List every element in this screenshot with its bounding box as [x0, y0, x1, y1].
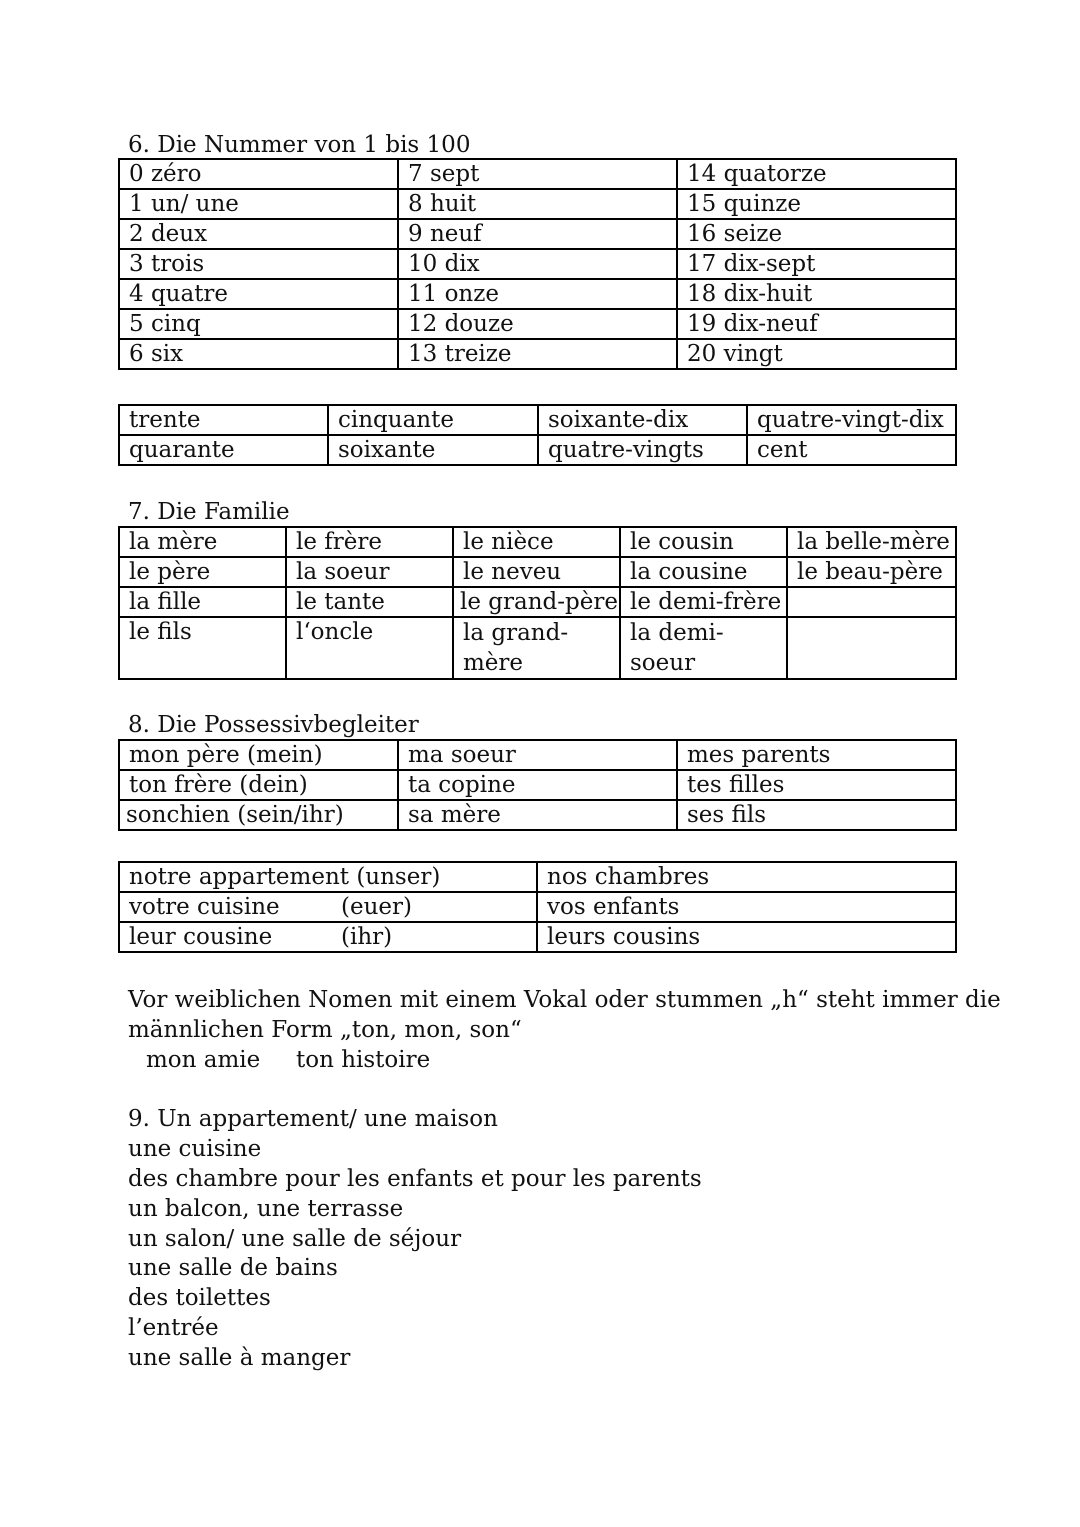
table-row [119, 617, 956, 679]
rule-text-line1: Vor weiblichen Nomen mit einem Vokal oder stummen „h“ steht immer die [128, 987, 1001, 1013]
list-item: une salle de bains [128, 1255, 338, 1281]
table-cell: le nièce [453, 527, 620, 557]
table-cell: le père [119, 557, 286, 587]
table-cell: 14 quatorze [677, 159, 956, 189]
table-cell: 17 dix-sept [677, 249, 956, 279]
table-cell: notre appartement (unser) [119, 862, 537, 892]
table-cell: le neveu [453, 557, 620, 587]
table-cell: 6 six [119, 339, 398, 369]
table-cell: le fils [119, 617, 286, 679]
table-cell: 2 deux [119, 219, 398, 249]
table-cell: 11 onze [398, 279, 677, 309]
table-cell: vos enfants [537, 892, 956, 922]
family-table [118, 526, 957, 680]
table-cell: le cousin [620, 527, 787, 557]
table-cell: la fille [119, 587, 286, 617]
table-cell: 8 huit [398, 189, 677, 219]
table-cell: 9 neuf [398, 219, 677, 249]
table-cell: leurs cousins [537, 922, 956, 952]
table-row [119, 309, 956, 339]
table-cell: mes parents [677, 740, 956, 770]
table-cell: ma soeur [398, 740, 677, 770]
table-row [119, 892, 956, 922]
table-cell [119, 922, 537, 952]
table-cell: ton frère (dein) [119, 770, 398, 800]
cell-word: leur cousine [129, 924, 273, 950]
table-cell: 4 quatre [119, 279, 398, 309]
table-cell: le beau-père [787, 557, 956, 587]
table-cell: 0 zéro [119, 159, 398, 189]
table-cell: quatre-vingts [538, 435, 747, 465]
rule-text-line2: männlichen Form „ton, mon, son“ [128, 1017, 522, 1043]
list-item: un salon/ une salle de séjour [128, 1226, 462, 1252]
table-cell: 19 dix-neuf [677, 309, 956, 339]
table-row [119, 219, 956, 249]
table-cell: 13 treize [398, 339, 677, 369]
table-cell: la demi-soeur [620, 617, 787, 679]
table-cell: quatre-vingt-dix [747, 405, 956, 435]
example-ton-histoire: ton histoire [296, 1047, 431, 1073]
list-item: un balcon, une terrasse [128, 1196, 404, 1222]
table-cell: 3 trois [119, 249, 398, 279]
table-cell: l‘oncle [286, 617, 453, 679]
possessive-singular-table [118, 739, 957, 831]
table-cell: 7 sept [398, 159, 677, 189]
section6-heading: 6. Die Nummer von 1 bis 100 [128, 132, 471, 158]
table-cell: 12 douze [398, 309, 677, 339]
cell-translation: (euer) [341, 894, 412, 920]
table-cell: 10 dix [398, 249, 677, 279]
table-cell: tes filles [677, 770, 956, 800]
table-row [119, 279, 956, 309]
table-cell: le grand-père [453, 587, 620, 617]
list-item: des toilettes [128, 1285, 271, 1311]
table-cell: sonchien (sein/ihr) [119, 800, 398, 830]
table-row [119, 189, 956, 219]
table-row [119, 435, 956, 465]
table-cell [119, 892, 537, 922]
table-row [119, 159, 956, 189]
table-row [119, 249, 956, 279]
table-cell [787, 617, 956, 679]
numbers-table [118, 158, 957, 370]
section8-heading: 8. Die Possessivbegleiter [128, 712, 419, 738]
table-cell: quarante [119, 435, 328, 465]
table-row [119, 587, 956, 617]
table-cell: la belle-mère [787, 527, 956, 557]
table-row [119, 405, 956, 435]
table-row [119, 770, 956, 800]
cell-word: votre cuisine [129, 894, 280, 920]
list-item: l’entrée [128, 1315, 219, 1341]
table-row [119, 800, 956, 830]
table-cell: le tante [286, 587, 453, 617]
table-cell: 15 quinze [677, 189, 956, 219]
table-cell: la mère [119, 527, 286, 557]
cell-translation: (ihr) [341, 924, 393, 950]
table-cell: la soeur [286, 557, 453, 587]
table-cell: soixante [328, 435, 538, 465]
table-cell: la cousine [620, 557, 787, 587]
table-cell: la grand-mère [453, 617, 620, 679]
table-cell: le demi-frère [620, 587, 787, 617]
table-cell: 1 un/ une [119, 189, 398, 219]
list-item: des chambre pour les enfants et pour les parents [128, 1166, 702, 1192]
table-cell: 16 seize [677, 219, 956, 249]
table-cell: le frère [286, 527, 453, 557]
table-cell: cinquante [328, 405, 538, 435]
table-cell: ses fils [677, 800, 956, 830]
section7-heading: 7. Die Familie [128, 499, 290, 525]
table-row [119, 740, 956, 770]
table-cell: mon père (mein) [119, 740, 398, 770]
table-row [119, 922, 956, 952]
tens-table [118, 404, 957, 466]
table-row [119, 862, 956, 892]
example-mon-amie: mon amie [146, 1047, 261, 1073]
table-cell: cent [747, 435, 956, 465]
table-cell: soixante-dix [538, 405, 747, 435]
table-cell: 5 cinq [119, 309, 398, 339]
table-cell: 18 dix-huit [677, 279, 956, 309]
list-item: une salle à manger [128, 1345, 351, 1371]
list-item: une cuisine [128, 1136, 262, 1162]
table-cell: ta copine [398, 770, 677, 800]
table-cell: trente [119, 405, 328, 435]
possessive-plural-table [118, 861, 957, 953]
section9-heading: 9. Un appartement/ une maison [128, 1106, 498, 1132]
table-cell: sa mère [398, 800, 677, 830]
table-row [119, 527, 956, 557]
table-row [119, 557, 956, 587]
table-cell: 20 vingt [677, 339, 956, 369]
table-cell: nos chambres [537, 862, 956, 892]
table-row [119, 339, 956, 369]
table-cell [787, 587, 956, 617]
